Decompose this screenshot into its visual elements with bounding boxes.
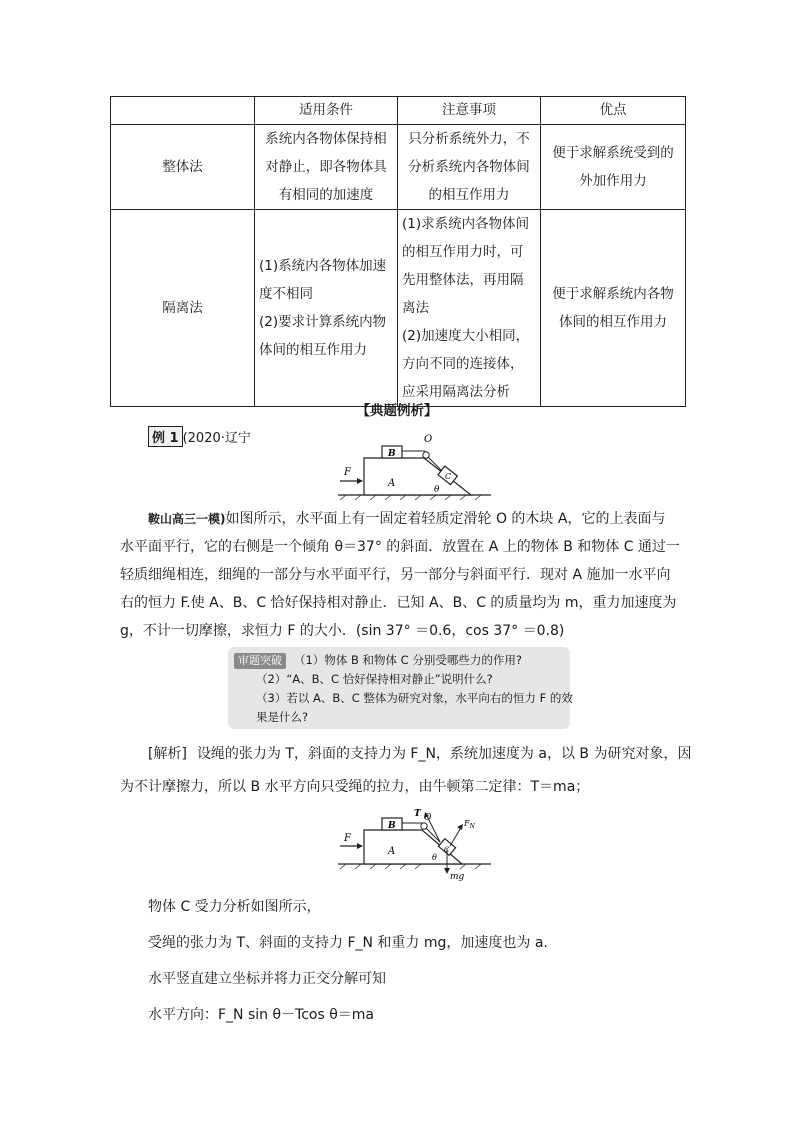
table-row <box>111 125 686 210</box>
cell-line: 离法 <box>402 300 429 316</box>
cell-line: 外加作用力 <box>579 173 647 189</box>
method-cell: 整体法 <box>111 125 255 210</box>
solution-line: 物体 C 受力分析如图所示， <box>148 899 321 915</box>
cell-line: 便于求解系统内各物 <box>552 286 674 302</box>
label-A: A <box>388 478 396 489</box>
cell-line: 对静止，即各物体具 <box>265 159 387 175</box>
comparison-table <box>110 96 686 407</box>
condition-cell <box>255 125 398 210</box>
cell-line: 度不相同 <box>259 286 313 302</box>
section-title: 【典题例析】 <box>356 403 438 419</box>
cell-line: 分析系统内各物体间 <box>408 159 530 175</box>
table-row <box>111 210 686 407</box>
solution-line: 水平方向：F_N sin θ－Tcos θ＝ma <box>148 1007 375 1023</box>
cell-line: 只分析系统外力，不 <box>408 131 530 147</box>
label-F: F <box>344 833 351 844</box>
notes-cell <box>398 125 541 210</box>
table-header-cell <box>111 97 255 125</box>
example-line: g，不计一切摩擦，求恒力 F 的大小．(sin 37° ＝0.6，cos 37° ＝0.8) <box>120 623 565 639</box>
solution-text: 设绳的张力为 T，斜面的支持力为 F_N，系统加速度为 a，以 B 为研究对象，因 <box>196 746 692 762</box>
solution-line: 受绳的张力为 T、斜面的支持力 F_N 和重力 mg，加速度也为 a. <box>148 935 548 951</box>
label-T: T <box>414 809 421 819</box>
label-C: C <box>445 472 452 481</box>
cell-line: 先用整体法，再用隔 <box>402 272 524 288</box>
method-cell: 隔离法 <box>111 210 255 407</box>
example-line: 右的恒力 F.使 A、B、C 恰好保持相对静止．已知 A、B、C 的质量均为 m，重力加速度为 <box>120 595 677 611</box>
cell-line: 的相互作用力 <box>428 187 510 203</box>
label-theta: θ <box>434 485 440 495</box>
cell-line: 体间的相互作用力 <box>259 342 367 358</box>
cell-line: 系统内各物体保持相 <box>265 131 387 147</box>
table-header-cell: 适用条件 <box>255 97 398 125</box>
example-line: 水平面平行，它的右侧是一个倾角 θ＝37° 的斜面．放置在 A 上的物体 B 和物体 C 通过一 <box>120 539 680 555</box>
notes-cell <box>398 210 541 407</box>
label-A: A <box>388 846 396 857</box>
hint-line: （3）若以 A、B、C 整体为研究对象，水平向右的恒力 F 的效 <box>256 691 573 705</box>
cell-line: 体间的相互作用力 <box>559 314 667 330</box>
hint-box <box>228 647 573 729</box>
solution-line: 为不计摩擦力，所以 B 水平方向只受绳的拉力，由牛顿第二定律：T＝ma； <box>120 779 590 795</box>
example-source-cont: 鞍山高三一模) <box>148 512 226 526</box>
example-line: 轻质细绳相连，细绳的一部分与水平面平行，另一部分与斜面平行．现对 A 施加一水平向 <box>120 567 671 583</box>
label-O: O <box>424 434 433 445</box>
label-FN: $F_N$ <box>464 819 475 830</box>
cell-line: 的相互作用力时，可 <box>402 244 524 260</box>
table-header-row <box>111 97 686 125</box>
force-diagram <box>336 808 496 886</box>
cell-line: (1)求系统内各物体间 <box>402 216 530 232</box>
solution-label: [解析] <box>148 746 187 762</box>
hint-line: （1）物体 B 和物体 C 分别受哪些力的作用? <box>294 653 522 667</box>
hint-badge: 审题突破 <box>234 653 286 669</box>
cell-line: (2)要求计算系统内物 <box>259 314 387 330</box>
example-text: 如图所示，水平面上有一固定着轻质定滑轮 O 的木块 A，它的上表面与 <box>225 511 666 527</box>
table-header-cell: 优点 <box>541 97 686 125</box>
label-O: O <box>424 813 432 823</box>
example-header <box>148 426 251 447</box>
cell-line: (2)加速度大小相同， <box>402 328 530 344</box>
hint-line: 果是什么? <box>256 710 309 724</box>
condition-cell <box>255 210 398 407</box>
label-mg: mg <box>450 872 465 882</box>
label-B: B <box>388 449 396 459</box>
advantage-cell <box>541 125 686 210</box>
cell-line: 便于求解系统受到的 <box>552 145 674 161</box>
cell-line: 应采用隔离法分析 <box>402 384 510 400</box>
hint-line: （2）“A、B、C 恰好保持相对静止”说明什么? <box>256 672 493 686</box>
solution-line: 水平竖直建立坐标并将力正交分解可知 <box>148 971 386 987</box>
cell-line: 方向不同的连接体， <box>402 356 524 372</box>
cell-line: (1)系统内各物体加速 <box>259 258 387 274</box>
advantage-cell <box>541 210 686 407</box>
label-B: B <box>388 821 396 831</box>
example-badge: 例 1 <box>148 426 183 447</box>
label-F: F <box>344 467 351 478</box>
table-header-cell: 注意事项 <box>398 97 541 125</box>
solution-line <box>148 743 691 763</box>
example-line <box>148 508 665 528</box>
label-C: C <box>444 846 450 854</box>
incline-figure <box>336 420 496 500</box>
example-source: (2020·辽宁 <box>182 431 251 446</box>
label-theta: θ <box>432 853 437 862</box>
cell-line: 有相同的加速度 <box>278 187 374 203</box>
